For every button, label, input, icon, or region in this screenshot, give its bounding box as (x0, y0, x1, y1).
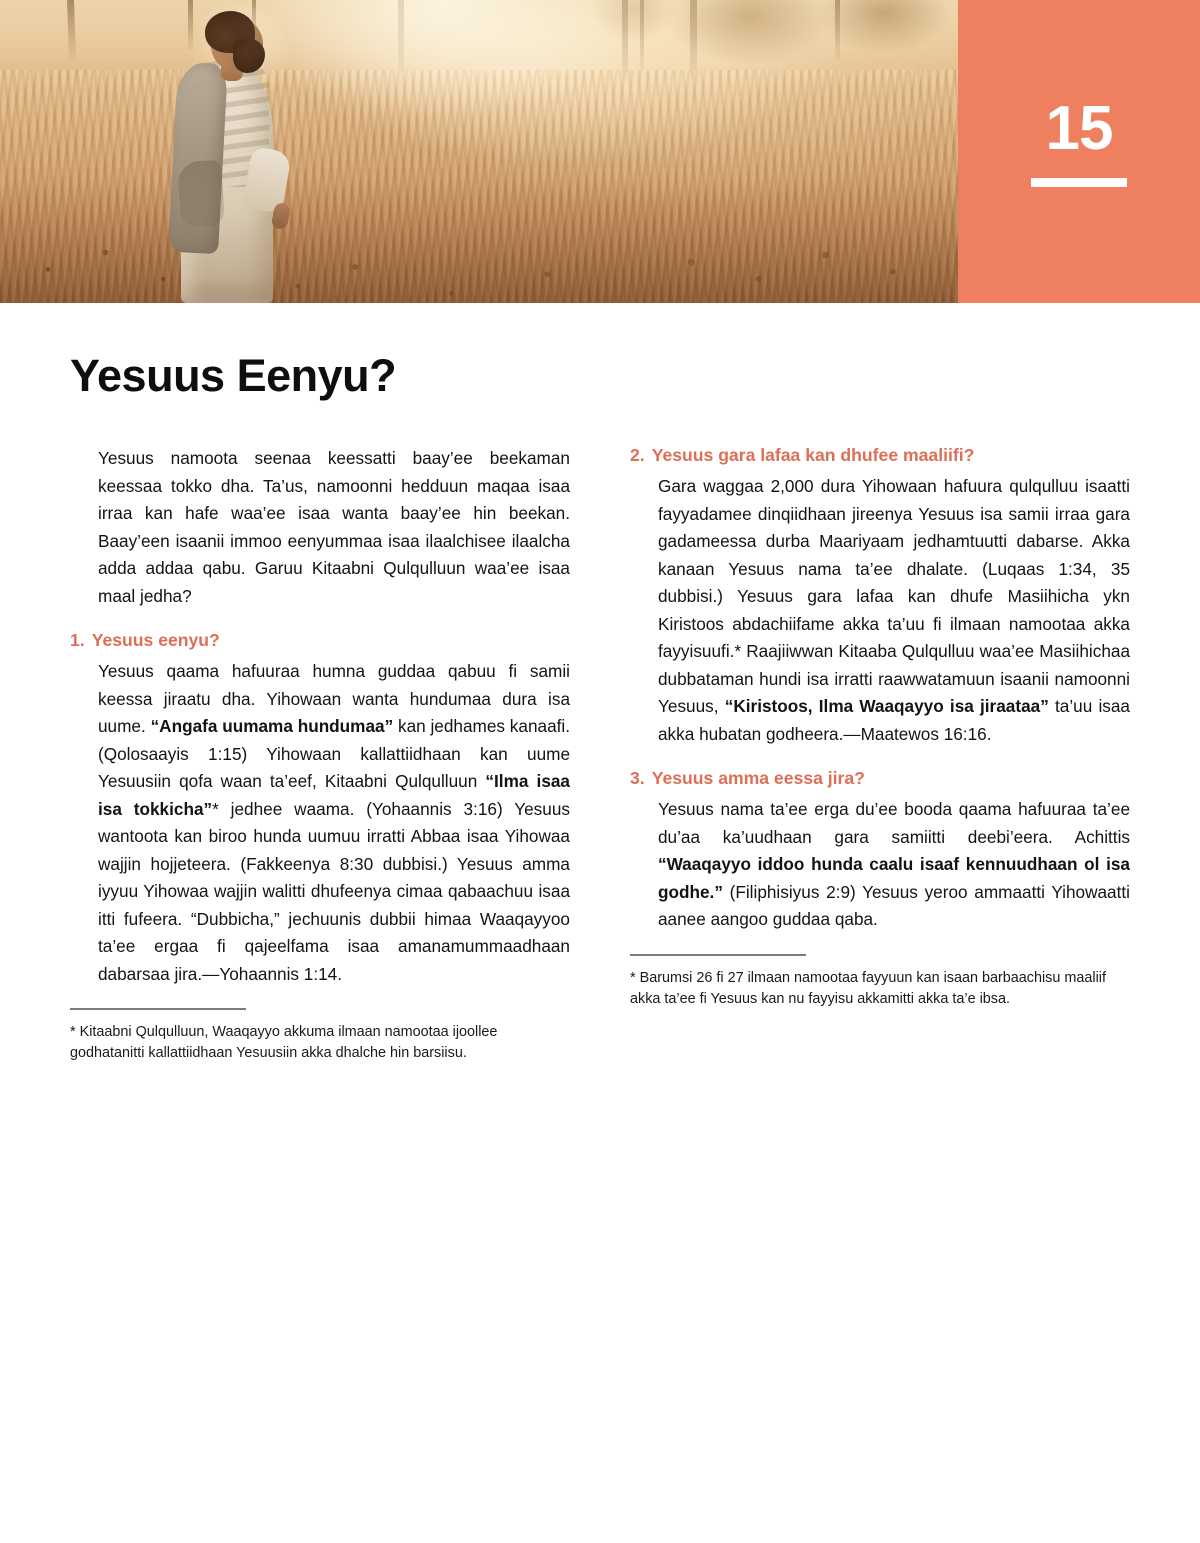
section-2-body: Gara waggaa 2,000 dura Yihowaan hafuura qulqulluu isaatti fayyadamee dinqiidhaan jireenya Yesuus isa samii irraa gara gadameessa durba Maariyaam jedhamtuutti dabarse. Akka kanaan Yesuus nama ta’ee dhalate. (Luqaas 1:34, 35 dubbisi.) Yesuus gara lafaa kan dhufe Masiihicha ykn Kiristoos abdachiifame akka ta’uu fi ilmaan namootaa akka fayyisuufi.* Raajiiwwan Kitaaba Qulqulluu waa’ee Masiihichaa dubbataman hundi isa irratti raawwatamuun isaanii namoonni Yesuus, “Kiristoos, Ilma Waaqayyo isa jiraataa” ta’uu isaa akka hubatan godheera.—Maatewos 16:16. (658, 476, 1130, 744)
section-3-body: Yesuus nama ta’ee erga du’ee booda qaama hafuuraa ta’ee du’aa ka’uudhaan gara samiitti deebi’eera. Achittis “Waaqayyo iddoo hunda caalu isaaf kennuudhaan ol isa godhe.” (Filiphisiyus 2:9) Yesuus yeroo ammaatti Yihowaatti aanee aangoo guddaa qaba. (658, 799, 1130, 929)
page-number: 15 (1045, 94, 1113, 163)
section-3-title: Yesuus amma eessa jira? (651, 768, 865, 788)
footnote-left-text: * Kitaabni Qulqulluun, Waaqayyo akkuma ilmaan namootaa ijoollee godhatanitti kallattiidhaan Yesuusiin akka dhalche hin barsiisu. (70, 1024, 498, 1061)
footnote-right-text: * Barumsi 26 fi 27 ilmaan namootaa fayyuun kan isaan barbaachisu maaliif akka ta’ee fi Yesuus kan nu fayyisu akkamitti akka ta’e ibsa. (630, 969, 1106, 1007)
intro-paragraph: Yesuus namoota seenaa keessatti baay’ee beekaman keessaa tokko dha. Ta’us, namoonni hedduun maqaa isaa irraa kan hafe waa’ee isaa wanta baay’ee hin beekan. Baay’een isaanii immoo eenyummaa isaa ilaalchisee ilaalcha adda addaa qabu. Garuu Kitaabni Qulqulluun waa’ee isaa maal jedha? (98, 448, 570, 606)
section-2-heading (630, 445, 1130, 466)
section-2-title: Yesuus gara lafaa kan dhufee maaliifi? (651, 445, 975, 465)
section-1-heading (70, 630, 570, 651)
footnote-divider (70, 1008, 246, 1010)
section-1-title: Yesuus eenyu? (91, 630, 220, 650)
section-2 (630, 445, 1130, 748)
hero-banner (0, 0, 1200, 303)
section-1-number: 1. (70, 630, 85, 650)
page-number-underline (1031, 178, 1127, 187)
section-3-number: 3. (630, 768, 645, 788)
footnote-divider (630, 954, 806, 956)
page-title: Yesuus Eenyu? (70, 350, 397, 401)
section-2-number: 2. (630, 445, 645, 465)
column-right (630, 445, 1130, 1064)
footnote-block-left (70, 1008, 570, 1064)
article-columns (70, 445, 1130, 1064)
section-3 (630, 768, 1130, 934)
section-1 (70, 630, 570, 988)
sunlight-glow (0, 0, 960, 303)
section-3-heading (630, 768, 1130, 789)
column-left (70, 445, 570, 1064)
page-number-panel (958, 0, 1200, 303)
footnote-block-right (630, 954, 1130, 1010)
section-1-body: Yesuus qaama hafuuraa humna guddaa qabuu fi samii keessa jiraatu dha. Yihowaan wanta hundumaa dura isa uume. “Angafa uumama hundumaa” kan jedhames kanaafi. (Qolosaayis 1:15) Yihowaan kallattiidhaan kan uume Yesuusiin qofa waan ta’eef, Kitaabni Qulqulluun “Ilma isaa isa tokkicha”* jedhee waama. (Yohaannis 3:16) Yesuus wantoota kan biroo hunda uumuu irratti Abbaa isaa Yihowaa wajjin hojjeteera. (Fakkeenya 8:30 dubbisi.) Yesuus amma iyyuu Yihowaa wajjin walitti dhufeenya cimaa qabaachuu isaa itti fufeera. “Dubbicha,” jechuunis dubbii himaa Waaqayyoo ta’ee ergaa fi qajeelfama isaa amanamummaadhaan dabarsaa jira.—Yohaannis 1:14. (98, 661, 571, 984)
hero-photo (0, 0, 960, 303)
